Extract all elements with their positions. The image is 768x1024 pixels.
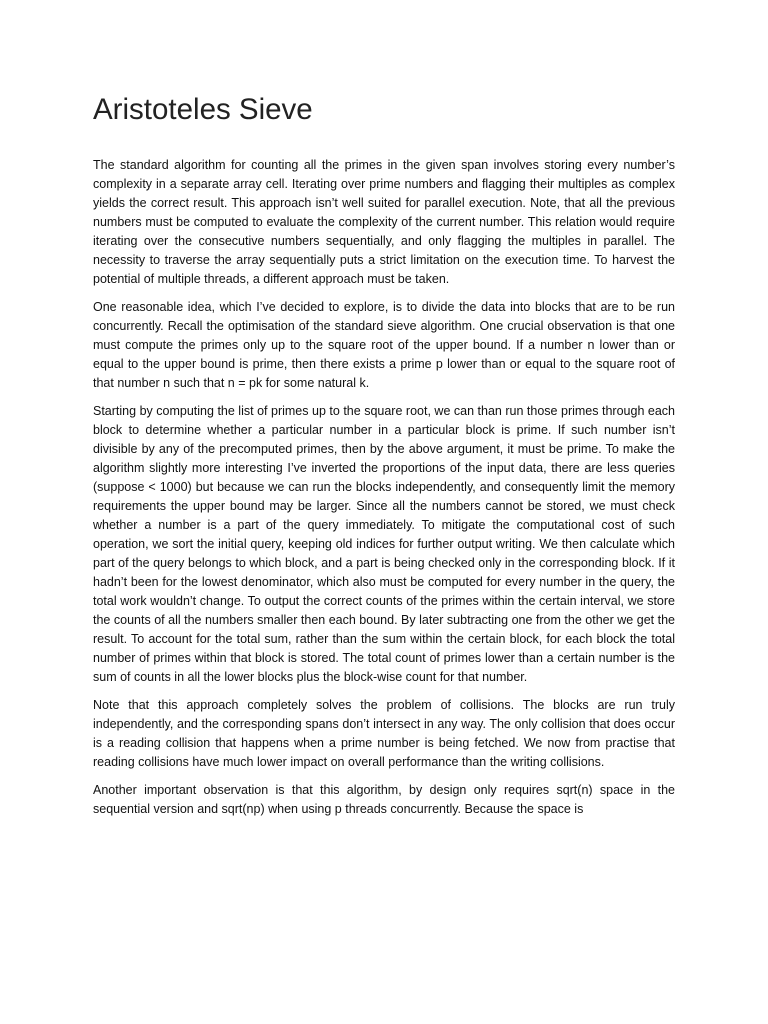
paragraph-5: Another important observation is that this algorithm, by design only requires sqrt(n) space in the sequential version and sqrt(np) when using p threads concurrently. Because the space is: [93, 783, 675, 816]
paragraph-1: The standard algorithm for counting all the primes in the given span involves storing every number’s complexity in a separate array cell. Iterating over prime numbers and flagging their multiples as complex yields the correct result. This approach isn’t well suited for parallel execution. Note, that all the previous numbers must be computed to evaluate the complexity of the current number. This relation would require iterating over the consecutive numbers sequentially, and only flagging the multiples in parallel. The necessity to traverse the array sequentially puts a strict limitation on the execution time. To harvest the potential of multiple threads, a different approach must be taken.: [93, 158, 675, 286]
document-title: Aristoteles Sieve: [93, 93, 313, 126]
paragraph-2: One reasonable idea, which I’ve decided to explore, is to divide the data into blocks that are to be run concurrently. Recall the optimisation of the standard sieve algorithm. One crucial observation is that one must compute the primes only up to the square root of the upper bound. If a number n lower than or equal to the upper bound is prime, then there exists a prime p lower than or equal to the square root of that number n such that n = pk for some natural k.: [93, 300, 675, 390]
paragraph-4: Note that this approach completely solves the problem of collisions. The blocks are run truly independently, and the corresponding spans don’t intersect in any way. The only collision that does occur is a reading collision that happens when a prime number is being fetched. We now from practise that reading collisions have much lower impact on overall performance than the writing collisions.: [93, 698, 675, 769]
document-body: [93, 156, 675, 828]
paragraph-3: Starting by computing the list of primes up to the square root, we can than run those primes through each block to determine whether a particular number in a particular block is prime. If such number isn’t divisible by any of the precomputed primes, then by the above argument, it must be prime. To make the algorithm slightly more interesting I’ve inverted the proportions of the input data, there are less queries (suppose < 1000) but because we can run the blocks independently, and consequently limit the memory requirements the upper bound may be larger. Since all the numbers cannot be stored, we must check whether a number is a part of the query immediately. To mitigate the computational cost of such operation, we sort the initial query, keeping old indices for further output writing. We then calculate which part of the query belongs to which block, and a part is being checked only in the corresponding block. If it hadn’t been for the lowest denominator, which also must be computed for every number in the query, the total work wouldn’t change. To output the correct counts of the primes within the certain interval, we store the counts of all the numbers smaller then each bound. By later subtracting one from the other we get the result. To account for the total sum, rather than the sum within the certain block, for each block the total number of primes within that block is stored. The total count of primes lower than a certain number is the sum of counts in all the lower blocks plus the block-wise count for that number.: [93, 404, 675, 684]
document-page: [93, 0, 675, 1024]
